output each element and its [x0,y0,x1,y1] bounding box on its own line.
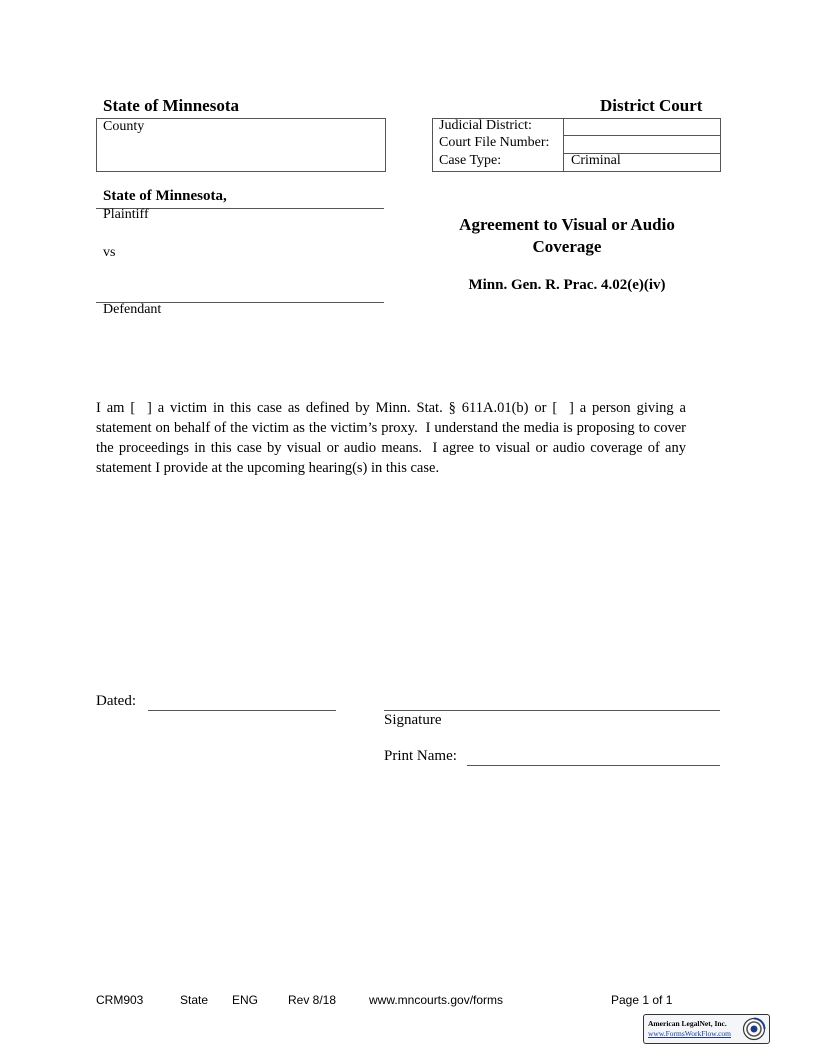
american-legalnet-logo[interactable] [643,1014,770,1044]
county-label: County [103,119,145,134]
case-box-divider [563,119,564,171]
county-box[interactable] [96,118,386,172]
form-title-line2: Coverage [532,237,602,256]
date-field[interactable] [148,692,336,710]
print-name-label: Print Name: [384,748,457,764]
court-file-number-field[interactable] [565,136,719,152]
vs-label: vs [103,245,116,260]
case-info-box [432,118,721,172]
footer-revision: Rev 8/18 [288,993,337,1007]
footer-form-id: CRM903 [96,993,144,1007]
plaintiff-name: State of Minnesota, [103,188,227,204]
form-title [420,214,714,258]
footer-jurisdiction: State [180,993,209,1007]
dated-line [148,710,336,711]
proxy-checkbox[interactable]: [ ] [552,400,574,416]
case-type-value: Criminal [571,153,621,168]
footer-website[interactable]: www.mncourts.gov/forms [369,993,504,1007]
defendant-name-field[interactable] [96,268,384,302]
signature-line [384,710,720,711]
agreement-text-3: a person giving a statement on behalf of the victim as the victim’s proxy. I understand the media is proposing to cover the proceedings in this case by visual or audio means. I agree to visual or audio coverage of any statement I provide at the upcoming hearing(s) in this case. [96,400,690,476]
logo-company-name: American LegalNet, Inc. [648,1019,727,1028]
form-title-line1: Agreement to Visual or Audio [459,215,675,234]
signature-label: Signature [384,712,442,728]
dated-label: Dated: [96,693,136,709]
court-header: District Court [600,96,703,115]
defendant-label: Defendant [103,302,162,317]
agreement-paragraph [96,398,690,478]
footer-language: ENG [232,993,259,1007]
state-header: State of Minnesota [103,96,239,115]
case-type-label: Case Type: [439,153,502,168]
victim-checkbox[interactable]: [ ] [130,400,152,416]
print-name-line [467,765,720,766]
print-name-field[interactable] [467,747,720,765]
plaintiff-label: Plaintiff [103,207,149,222]
logo-website: www.FormsWorkFlow.com [648,1029,732,1038]
rule-citation: Minn. Gen. R. Prac. 4.02(e)(iv) [468,277,666,293]
agreement-text-2: a victim in this case as defined by Minn. Stat. § 611A.01(b) or [151,400,553,416]
logo-swirl-icon [742,1017,766,1041]
court-file-number-label: Court File Number: [439,135,550,150]
footer-page-number: Page 1 of 1 [611,993,673,1007]
judicial-district-field[interactable] [565,119,719,135]
agreement-text-1: I am [96,400,131,416]
judicial-district-label: Judicial District: [439,118,532,133]
signature-field[interactable] [384,690,720,710]
